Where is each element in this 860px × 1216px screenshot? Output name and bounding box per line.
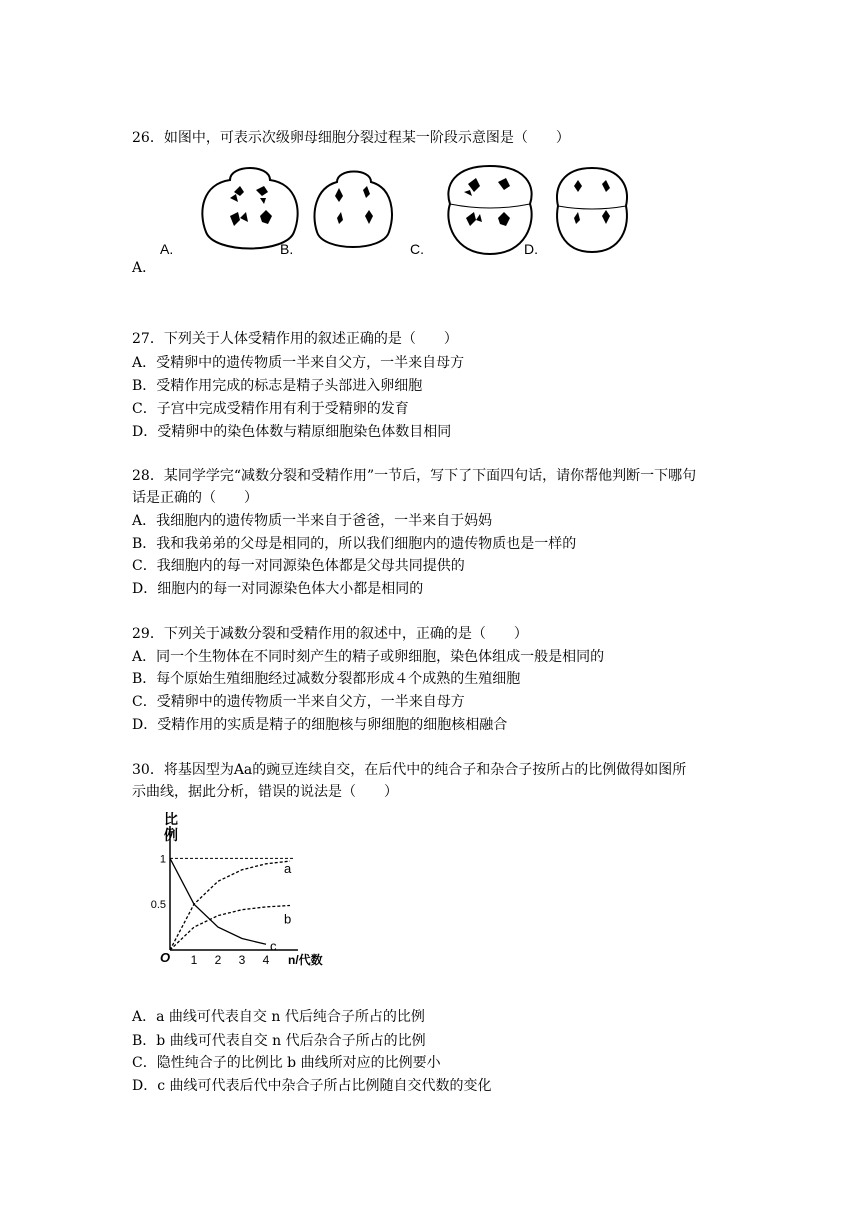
y-tick-label: 0.5: [150, 899, 166, 912]
q30-option-a: A．a 曲线可代表自交 n 代后纯合子所占的比例: [132, 1009, 425, 1025]
x-axis-label: n/代数: [288, 953, 323, 967]
cell-a: [202, 168, 297, 249]
cell-b: [314, 172, 391, 248]
fig-label-b: B.: [280, 241, 294, 257]
series-label-b: b: [284, 911, 292, 927]
y-tick-label: 1: [159, 853, 166, 866]
x-tick-label: 3: [238, 953, 246, 967]
fig-label-a: A.: [160, 241, 174, 257]
q26-stem: 26．如图中，可表示次级卵母细胞分裂过程某一阶段示意图是（ ）: [132, 130, 570, 146]
q30-option-b: B．b 曲线可代表自交 n 代后杂合子所占的比例: [132, 1033, 426, 1049]
q30-stem-line1: 30．将基因型为Aa的豌豆连续自交，在后代中的纯合子和杂合子按所占的比例做得如图所: [132, 762, 687, 778]
q28-option-c: C．我细胞内的每一对同源染色体都是父母共同提供的: [132, 558, 465, 574]
y-axis-label: 例: [164, 827, 178, 843]
series-label-a: a: [284, 861, 292, 877]
y-axis-label: 比: [164, 812, 178, 827]
q29-option-c: C．受精卵中的遗传物质一半来自父方，一半来自母方: [132, 694, 465, 710]
q26-cell-figures: [160, 162, 640, 262]
q27-option-b: B．受精作用完成的标志是精子头部进入卵细胞: [132, 378, 423, 394]
q29-stem: 29．下列关于减数分裂和受精作用的叙述中，正确的是（ ）: [132, 626, 528, 642]
q30-option-c: C．隐性纯合子的比例比 b 曲线所对应的比例要小: [132, 1055, 441, 1071]
q28-stem-line2: 话是正确的（ ）: [132, 490, 258, 506]
q29-option-d: D．受精作用的实质是精子的细胞核与卵细胞的细胞核相融合: [132, 717, 508, 733]
q27-stem: 27．下列关于人体受精作用的叙述正确的是（ ）: [132, 331, 458, 347]
q30-line-chart: [150, 812, 340, 972]
x-tick-label: 4: [262, 953, 270, 967]
q27-option-a: A．受精卵中的遗传物质一半来自父方，一半来自母方: [132, 355, 465, 371]
q28-option-d: D．细胞内的每一对同源染色体大小都是相同的: [132, 581, 424, 597]
series-label-c: c: [270, 938, 277, 954]
cell-c: [448, 166, 531, 254]
q30-stem-line2: 示曲线，据此分析，错误的说法是（ ）: [132, 784, 398, 800]
x-tick-label: 1: [190, 953, 198, 967]
fig-label-d: D.: [524, 241, 538, 257]
q29-option-a: A．同一个生物体在不同时刻产生的精子或卵细胞，染色体组成一般是相同的: [132, 649, 605, 665]
q28-stem-line1: 28．某同学学完“减数分裂和受精作用”一节后，写下了下面四句话，请你帮他判断一下哪句: [132, 468, 697, 484]
q28-option-b: B．我和我弟弟的父母是相同的，所以我们细胞内的遗传物质也是一样的: [132, 536, 577, 552]
series-line-a: [170, 861, 290, 950]
q29-option-b: B．每个原始生殖细胞经过减数分裂都形成４个成熟的生殖细胞: [132, 671, 521, 687]
origin-label: O: [160, 950, 171, 965]
series-line-c: [170, 858, 266, 944]
q27-option-c: C．子宫中完成受精作用有利于受精卵的发育: [132, 401, 409, 417]
x-tick-label: 2: [214, 953, 222, 967]
q26-answer-label: A．: [132, 260, 157, 276]
q27-option-d: D．受精卵中的染色体数与精原细胞染色体数目相同: [132, 424, 452, 440]
fig-label-c: C.: [410, 241, 424, 257]
q30-option-d: D．c 曲线可代表后代中杂合子所占比例随自交代数的变化: [132, 1078, 492, 1094]
q28-option-a: A．我细胞内的遗传物质一半来自于爸爸，一半来自于妈妈: [132, 513, 493, 529]
cell-d: [557, 168, 627, 252]
